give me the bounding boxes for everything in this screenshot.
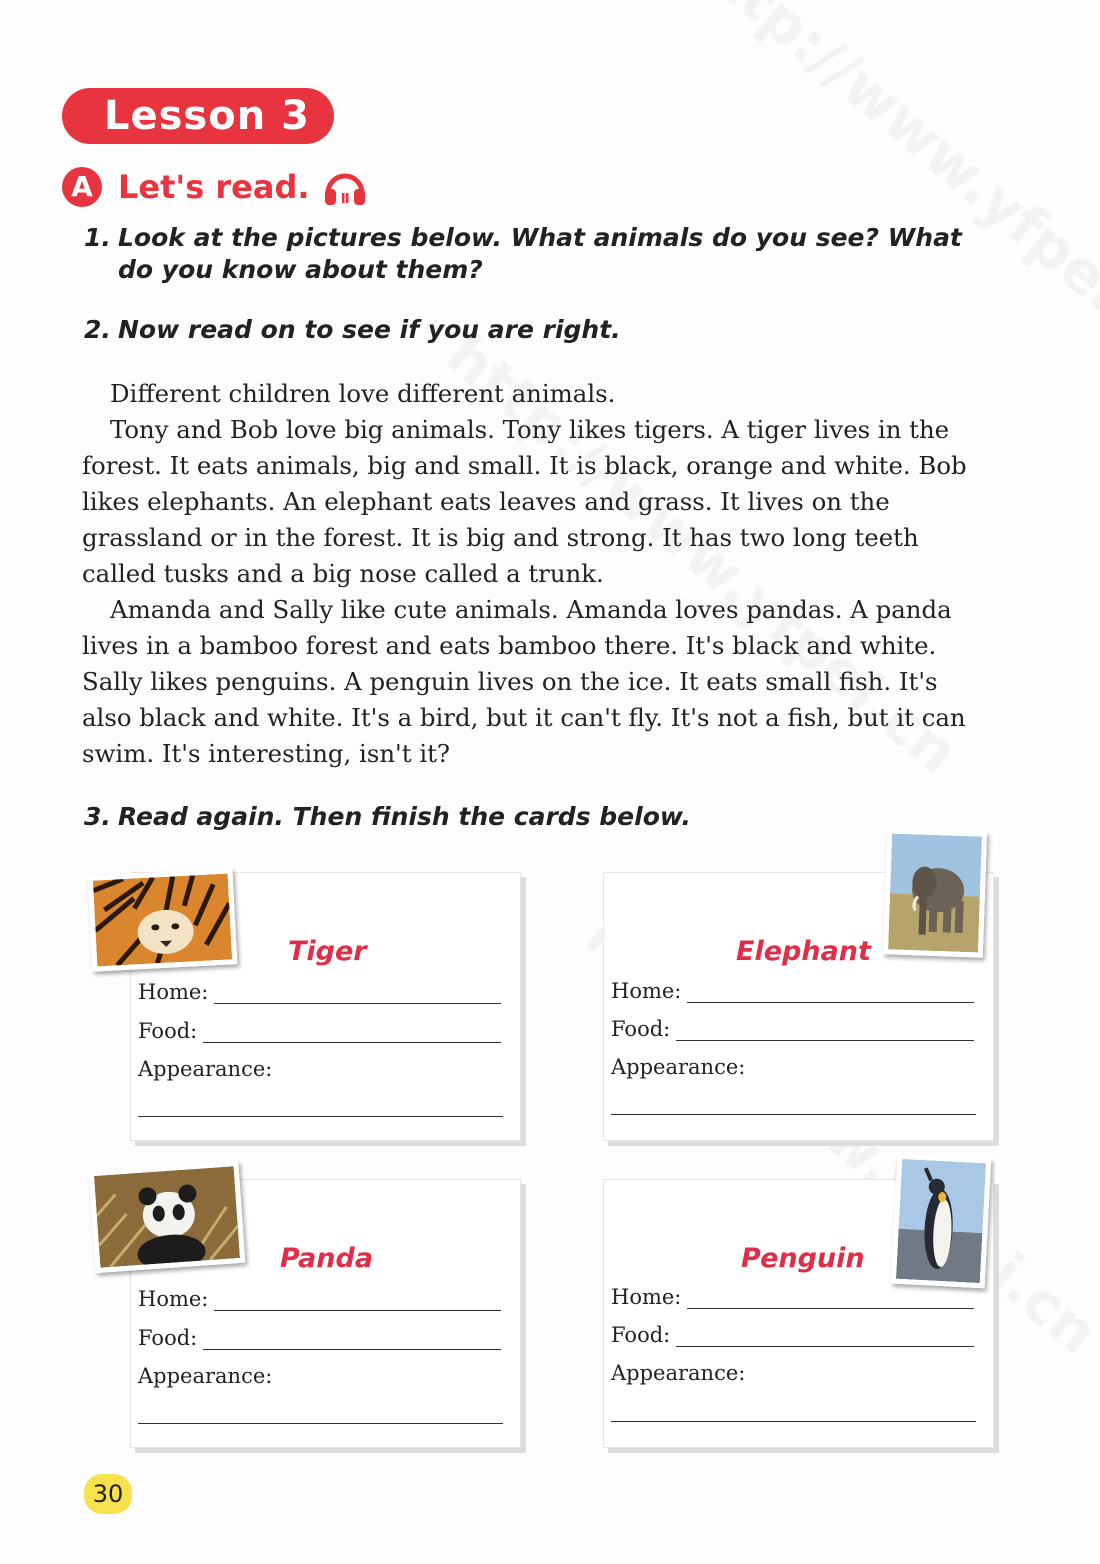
field-label: Home:: [611, 1285, 682, 1309]
home-blank[interactable]: [214, 1288, 501, 1311]
field-label: Food:: [138, 1326, 198, 1350]
food-blank[interactable]: [676, 1018, 974, 1041]
instruction-text: Read again. Then finish the cards below.: [118, 802, 691, 831]
passage-paragraph: Different children love different animals.: [110, 379, 616, 408]
instruction-number: 2.: [84, 315, 111, 344]
appearance-blank[interactable]: [611, 1114, 976, 1115]
lesson-title: Lesson 3: [62, 88, 334, 144]
field-label: Food:: [138, 1019, 198, 1043]
instruction-3: [84, 801, 988, 833]
food-field: [138, 1019, 501, 1043]
instruction-1: [84, 222, 988, 286]
instruction-text: Now read on to see if you are right.: [118, 315, 621, 344]
appearance-field: [611, 1055, 745, 1079]
field-label: Appearance:: [138, 1364, 273, 1388]
food-field: [611, 1017, 974, 1041]
card-title: Panda: [280, 1243, 374, 1274]
appearance-field: [611, 1361, 745, 1385]
headphones-icon[interactable]: [322, 167, 368, 207]
field-label: Home:: [138, 1287, 209, 1311]
section-title: Let's read.: [118, 168, 310, 206]
instruction-number: 3.: [84, 802, 111, 831]
appearance-field: [138, 1364, 272, 1388]
instruction-text: Look at the pictures below. What animals do you see? What do you know about them?: [118, 223, 962, 284]
field-label: Appearance:: [138, 1057, 273, 1081]
field-label: Appearance:: [611, 1361, 746, 1385]
elephant-photo: [883, 828, 987, 957]
appearance-blank[interactable]: [611, 1421, 976, 1422]
reading-passage: [82, 376, 982, 772]
home-field: [611, 979, 974, 1003]
card-title: Elephant: [736, 936, 871, 967]
food-blank[interactable]: [203, 1327, 501, 1350]
food-field: [138, 1326, 501, 1350]
field-label: Appearance:: [611, 1055, 746, 1079]
home-field: [138, 980, 501, 1004]
home-field: [138, 1287, 501, 1311]
field-label: Food:: [611, 1323, 671, 1347]
home-field: [611, 1285, 974, 1309]
penguin-photo: [891, 1154, 992, 1289]
food-blank[interactable]: [203, 1020, 501, 1043]
appearance-field: [138, 1057, 272, 1081]
instruction-number: 1.: [84, 223, 111, 252]
home-blank[interactable]: [687, 1286, 974, 1309]
food-blank[interactable]: [676, 1324, 974, 1347]
food-field: [611, 1323, 974, 1347]
panda-photo: [89, 1161, 246, 1273]
section-a-header: [62, 165, 368, 209]
instruction-2: [84, 314, 988, 346]
field-label: Home:: [138, 980, 209, 1004]
passage-paragraph: Amanda and Sally like cute animals. Amanda loves pandas. A panda lives in a bamboo forest and eats bamboo there. It's black and white. Sally likes penguins. A penguin lives on the ice. It eats small fish. It's also black and white. It's a bird, but it can't fly. It's not a fish, but it can swim. It's interesting, isn't it?: [82, 595, 966, 768]
tiger-photo: [88, 868, 238, 971]
card-title: Penguin: [741, 1243, 865, 1274]
home-blank[interactable]: [687, 980, 974, 1003]
appearance-blank[interactable]: [138, 1423, 503, 1424]
home-blank[interactable]: [214, 981, 501, 1004]
appearance-blank[interactable]: [138, 1116, 503, 1117]
page-number: 30: [84, 1474, 132, 1514]
passage-paragraph: Tony and Bob love big animals. Tony likes tigers. A tiger lives in the forest. It eats animals, big and small. It is black, orange and white. Bob likes elephants. An elephant eats leaves and grass. It lives on the grassland or in the forest. It is big and strong. It has two long teeth called tusks and a big nose called a trunk.: [82, 415, 967, 588]
card-title: Tiger: [288, 936, 367, 967]
field-label: Food:: [611, 1017, 671, 1041]
field-label: Home:: [611, 979, 682, 1003]
section-letter: A: [62, 167, 102, 207]
